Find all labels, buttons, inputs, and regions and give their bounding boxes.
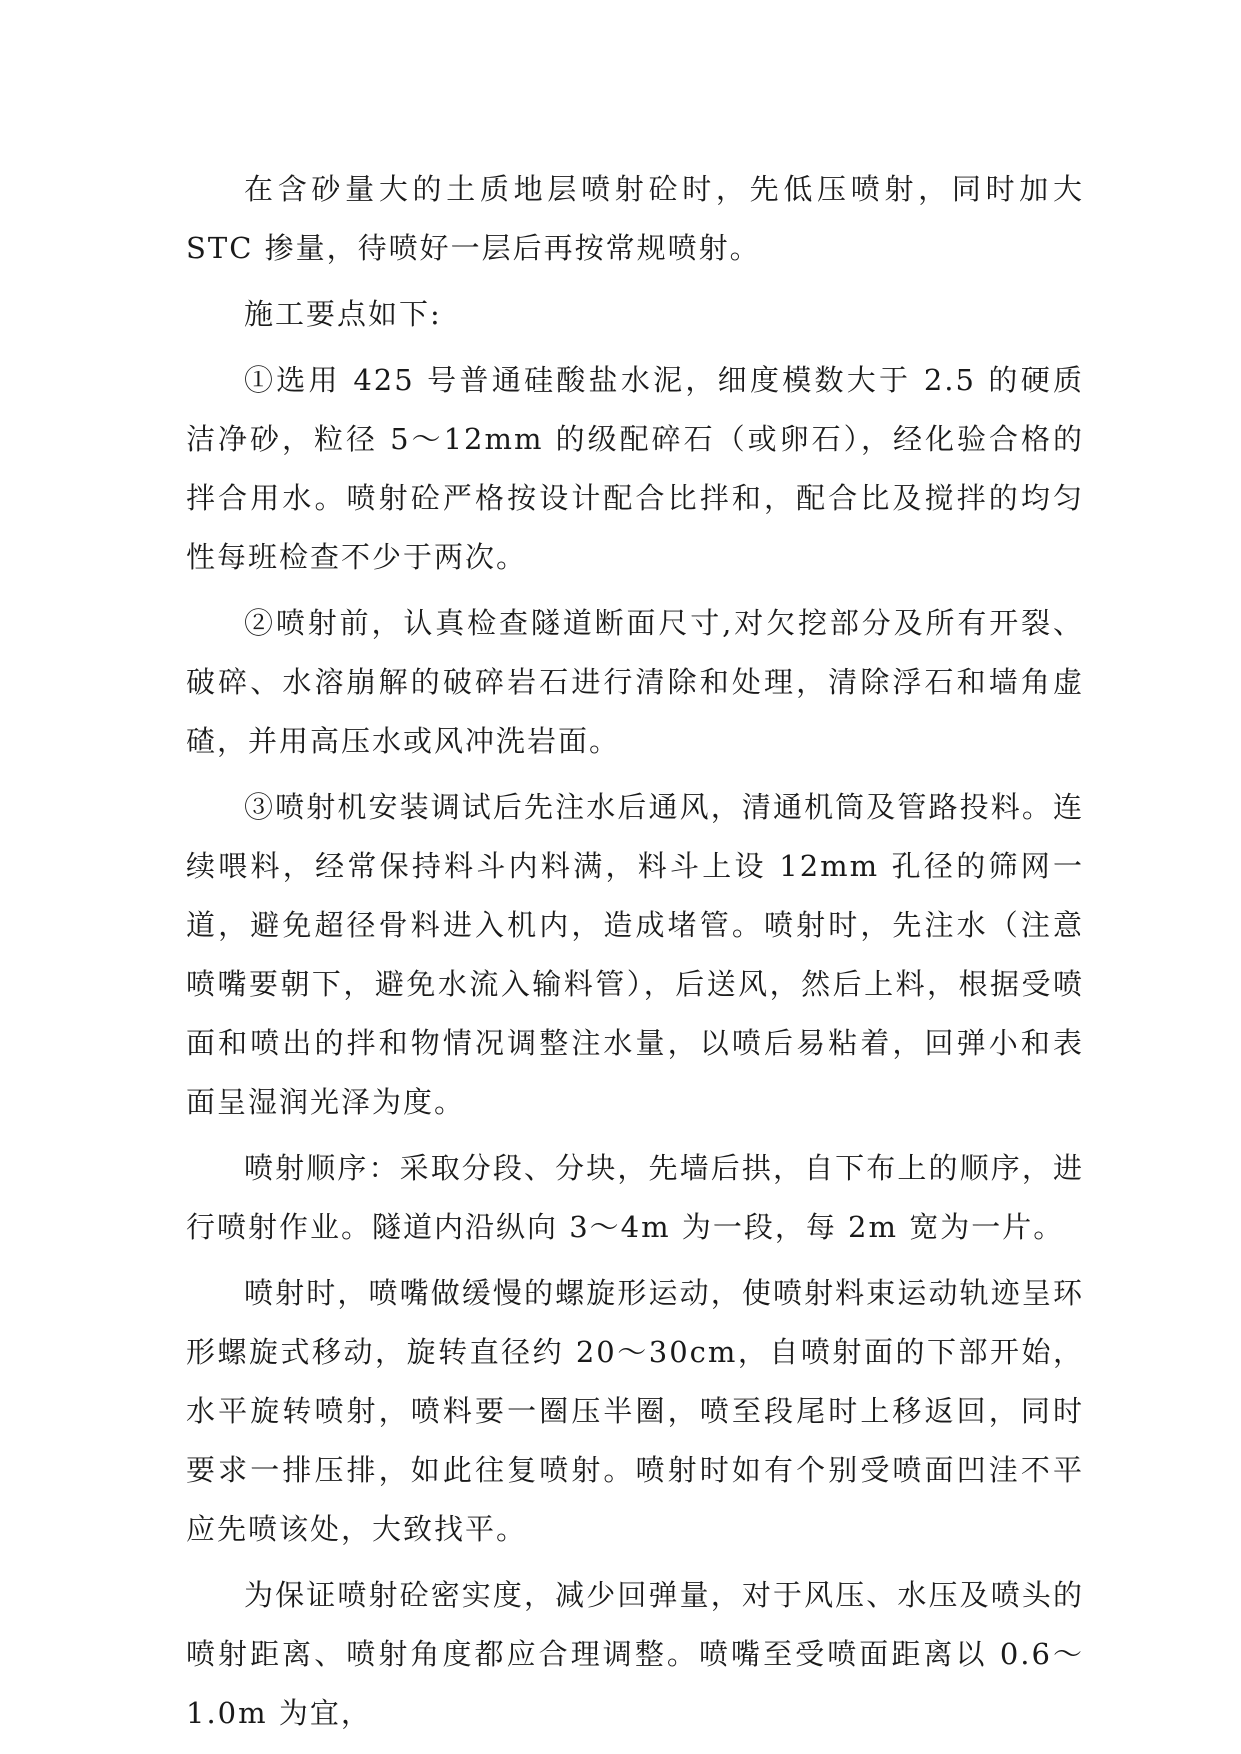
paragraph-nozzle-motion: 喷射时，喷嘴做缓慢的螺旋形运动，使喷射料束运动轨迹呈环形螺旋式移动，旋转直径约 20～30cm，自喷射面的下部开始，水平旋转喷射，喷料要一圈压半圈，喷至段尾时上移返回，同时要求一排压排，如此往复喷射。喷射时如有个别受喷面凹洼不平应先喷该处，大致找平。 xyxy=(186,1276,1084,1546)
paragraph-sandy-stratum: 在含砂量大的土质地层喷射砼时，先低压喷射，同时加大 STC 掺量，待喷好一层后再按常规喷射。 xyxy=(186,172,1084,265)
paragraph-pre-spray-inspection: ②喷射前，认真检查隧道断面尺寸,对欠挖部分及所有开裂、破碎、水溶崩解的破碎岩石进行清除和处理，清除浮石和墙角虚碴，并用高压水或风冲洗岩面。 xyxy=(186,606,1084,758)
paragraph-spray-sequence: 喷射顺序：采取分段、分块，先墙后拱，自下布上的顺序，进行喷射作业。隧道内沿纵向 3～4m 为一段，每 2m 宽为一片。 xyxy=(186,1151,1084,1244)
body-text xyxy=(186,160,1084,1750)
paragraph-machine-setup: ③喷射机安装调试后先注水后通风，清通机筒及管路投料。连续喂料，经常保持料斗内料满，料斗上设 12mm 孔径的筛网一道，避免超径骨料进入机内，造成堵管。喷射时，先注水（注意喷嘴要朝下，避免水流入输料管），后送风，然后上料，根据受喷面和喷出的拌和物情况调整注水量，以喷后易粘着，回弹小和表面呈湿润光泽为度。 xyxy=(186,790,1084,1119)
paragraph-compactness: 为保证喷射砼密实度，减少回弹量，对于风压、水压及喷头的喷射距离、喷射角度都应合理调整。喷嘴至受喷面距离以 0.6～1.0m 为宜， xyxy=(186,1578,1084,1730)
paragraph-materials: ①选用 425 号普通硅酸盐水泥，细度模数大于 2.5 的硬质洁净砂，粒径 5～12mm 的级配碎石（或卵石），经化验合格的拌合用水。喷射砼严格按设计配合比拌和，配合比及搅拌的均匀性每班检查不少于两次。 xyxy=(186,363,1084,574)
paragraph-key-points-heading: 施工要点如下: xyxy=(244,297,442,331)
